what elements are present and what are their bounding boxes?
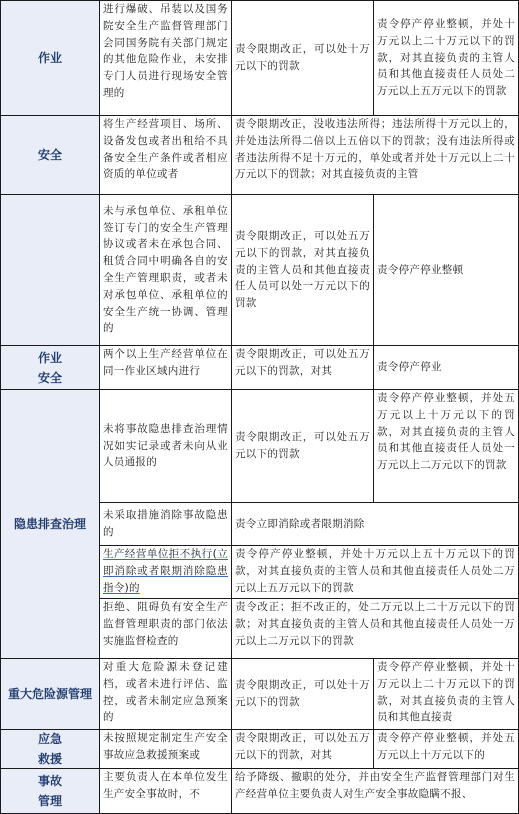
behavior-cell	[99, 502, 232, 546]
penalty-cell	[231, 194, 374, 346]
category-label: 作业	[37, 51, 62, 65]
behavior-cell	[99, 194, 232, 346]
behavior-cell	[99, 389, 232, 503]
penalty-text: 责令限期改正，可以处十万元以下的罚款	[235, 679, 370, 708]
penalty-cell-wide	[231, 598, 519, 659]
penalty-cell	[231, 389, 374, 503]
category-label: 安全	[37, 148, 62, 162]
category-cell	[0, 768, 100, 814]
behavior-cell	[99, 729, 232, 769]
penalty-cell	[231, 0, 374, 116]
behavior-text: 未按照规定制定生产安全事故应急救援预案或	[103, 732, 228, 761]
overdue-penalty-cell	[373, 658, 519, 730]
category-label: 重大危险源管理	[7, 687, 92, 701]
behavior-text: 两个以上生产经营单位在同一作业区域内进行	[103, 348, 228, 377]
behavior-text: 主要负责人在本单位发生生产安全事故时，不	[103, 771, 228, 800]
overdue-penalty-cell	[373, 0, 519, 116]
overdue-penalty-text: 责令停产停业整顿	[377, 263, 464, 276]
penalty-cell	[231, 345, 374, 390]
category-label: 事故管理	[37, 774, 62, 808]
overdue-penalty-text: 责令停产停业	[377, 361, 442, 374]
category-cell	[0, 729, 100, 769]
penalty-text: 责令限期改正，没收违法所得；违法所得十万元以上的，并处违法所得二倍以上五倍以下的罚款；没有违法所得或者违法所得不足十万元的，单处或者并处十万元以上二十万元以下的罚款；对其直接负责的主管	[235, 118, 515, 181]
overdue-penalty-cell	[373, 729, 519, 769]
category-cell	[0, 658, 100, 730]
penalty-text: 责令限期改正，可以处五万元以下的罚款	[235, 431, 370, 460]
penalty-text: 责令限期改正，可以处五万元以下的罚款，对其	[235, 348, 370, 377]
category-cell	[0, 194, 100, 346]
behavior-cell	[99, 545, 232, 599]
penalty-text: 责令立即消除或者限期消除	[235, 517, 365, 530]
behavior-text: 进行爆破、吊装以及国务院安全生产监督管理部门会同国务院有关部门规定的其他危险作业，未安排专门人员进行现场安全管理的	[103, 3, 228, 99]
penalty-cell	[231, 729, 374, 769]
behavior-cell	[99, 345, 232, 390]
penalty-cell-wide	[231, 545, 519, 599]
overdue-penalty-text: 责令停产停业整顿，并处五万元以上十万元以下的罚款，对其直接负责的主管人员和其他直接责任人员处一万元以上二万元以下的罚款	[377, 392, 515, 472]
overdue-penalty-text: 责令停产停业整顿，并处五万元以上十万元以下的	[377, 732, 515, 761]
penalty-cell-wide	[231, 502, 519, 546]
category-cell	[0, 345, 100, 390]
behavior-cell	[99, 0, 232, 116]
penalty-text: 给予降级、撤职的处分，并由安全生产监督管理部门对生产经营单位主要负责人对生产安全事故隐瞒不报、	[235, 771, 515, 800]
overdue-penalty-cell	[373, 389, 519, 503]
behavior-text: 拒绝、阻碍负有安全生产监督管理职责的部门依法实施监督检查的	[103, 601, 228, 647]
penalty-cell	[231, 658, 374, 730]
behavior-text: 未将事故隐患排查治理情况如实记录或者未向从业人员通报的	[103, 422, 228, 469]
penalty-text: 责令限期改正，可以处五万元以下的罚款，对其直接负责的主管人员和其他直接责任人员可以处一万元以下的罚款	[235, 230, 370, 310]
behavior-cell	[99, 598, 232, 659]
category-cell	[0, 389, 100, 659]
behavior-text: 将生产经营项目、场所、设备发包或者出租给不具备安全生产条件或者相应资质的单位或者	[103, 118, 228, 181]
behavior-cell	[99, 115, 232, 195]
category-label: 作业安全	[37, 350, 62, 385]
penalty-text: 责令停产停业整顿，并处十万元以上五十万元以下的罚款，对其直接负责的主管人员和其他直接责任人员处二万元以上五万元以下的罚款	[235, 548, 515, 594]
penalty-text: 责令限期改正，可以处五万元以下的罚款，对其	[235, 732, 370, 761]
penalty-text: 责令改正；拒不改正的，处二万元以上二十万元以下的罚款；对其直接负责的主管人员和其他直接责任人员处一万元以上二万元以下的罚款	[235, 601, 515, 647]
behavior-text: 对重大危险源未登记建档，或者未进行评估、监控，或者未制定应急预案的	[103, 661, 228, 724]
behavior-text: 生产经营单位拒不执行(立即消除或者限期消除隐患指令)的	[103, 548, 228, 594]
category-label: 应急救援	[37, 732, 62, 766]
overdue-penalty-cell	[373, 345, 519, 390]
penalty-text: 责令限期改正，可以处十万元以下的罚款	[235, 43, 370, 72]
category-cell	[0, 0, 100, 116]
behavior-text: 未与承包单位、承租单位签订专门的安全生产管理协议或者未在承包合同、租赁合同中明确各自的安全生产管理职责，或者未对承包单位、承租单位的安全生产统一协调、管理的	[103, 204, 228, 335]
overdue-penalty-cell	[373, 194, 519, 346]
penalty-cell-wide	[231, 768, 519, 814]
behavior-text: 未采取措施消除事故隐患的	[103, 509, 228, 538]
penalty-cell-wide	[231, 115, 519, 195]
behavior-cell	[99, 768, 232, 814]
category-cell	[0, 115, 100, 195]
overdue-penalty-text: 责令停产停业整顿，并处十万元以上二十万元以下的罚款，对其直接负责的主管人员和其他直接责任人员处二万元以上五万元以下的罚款	[377, 18, 515, 98]
overdue-penalty-text: 责令停产停业整顿，并处十万元以上二十万元以下的罚款，对其直接负责的主管人员和其他直接责	[377, 661, 515, 724]
behavior-cell	[99, 658, 232, 730]
category-label: 隐患排查治理	[13, 517, 86, 531]
